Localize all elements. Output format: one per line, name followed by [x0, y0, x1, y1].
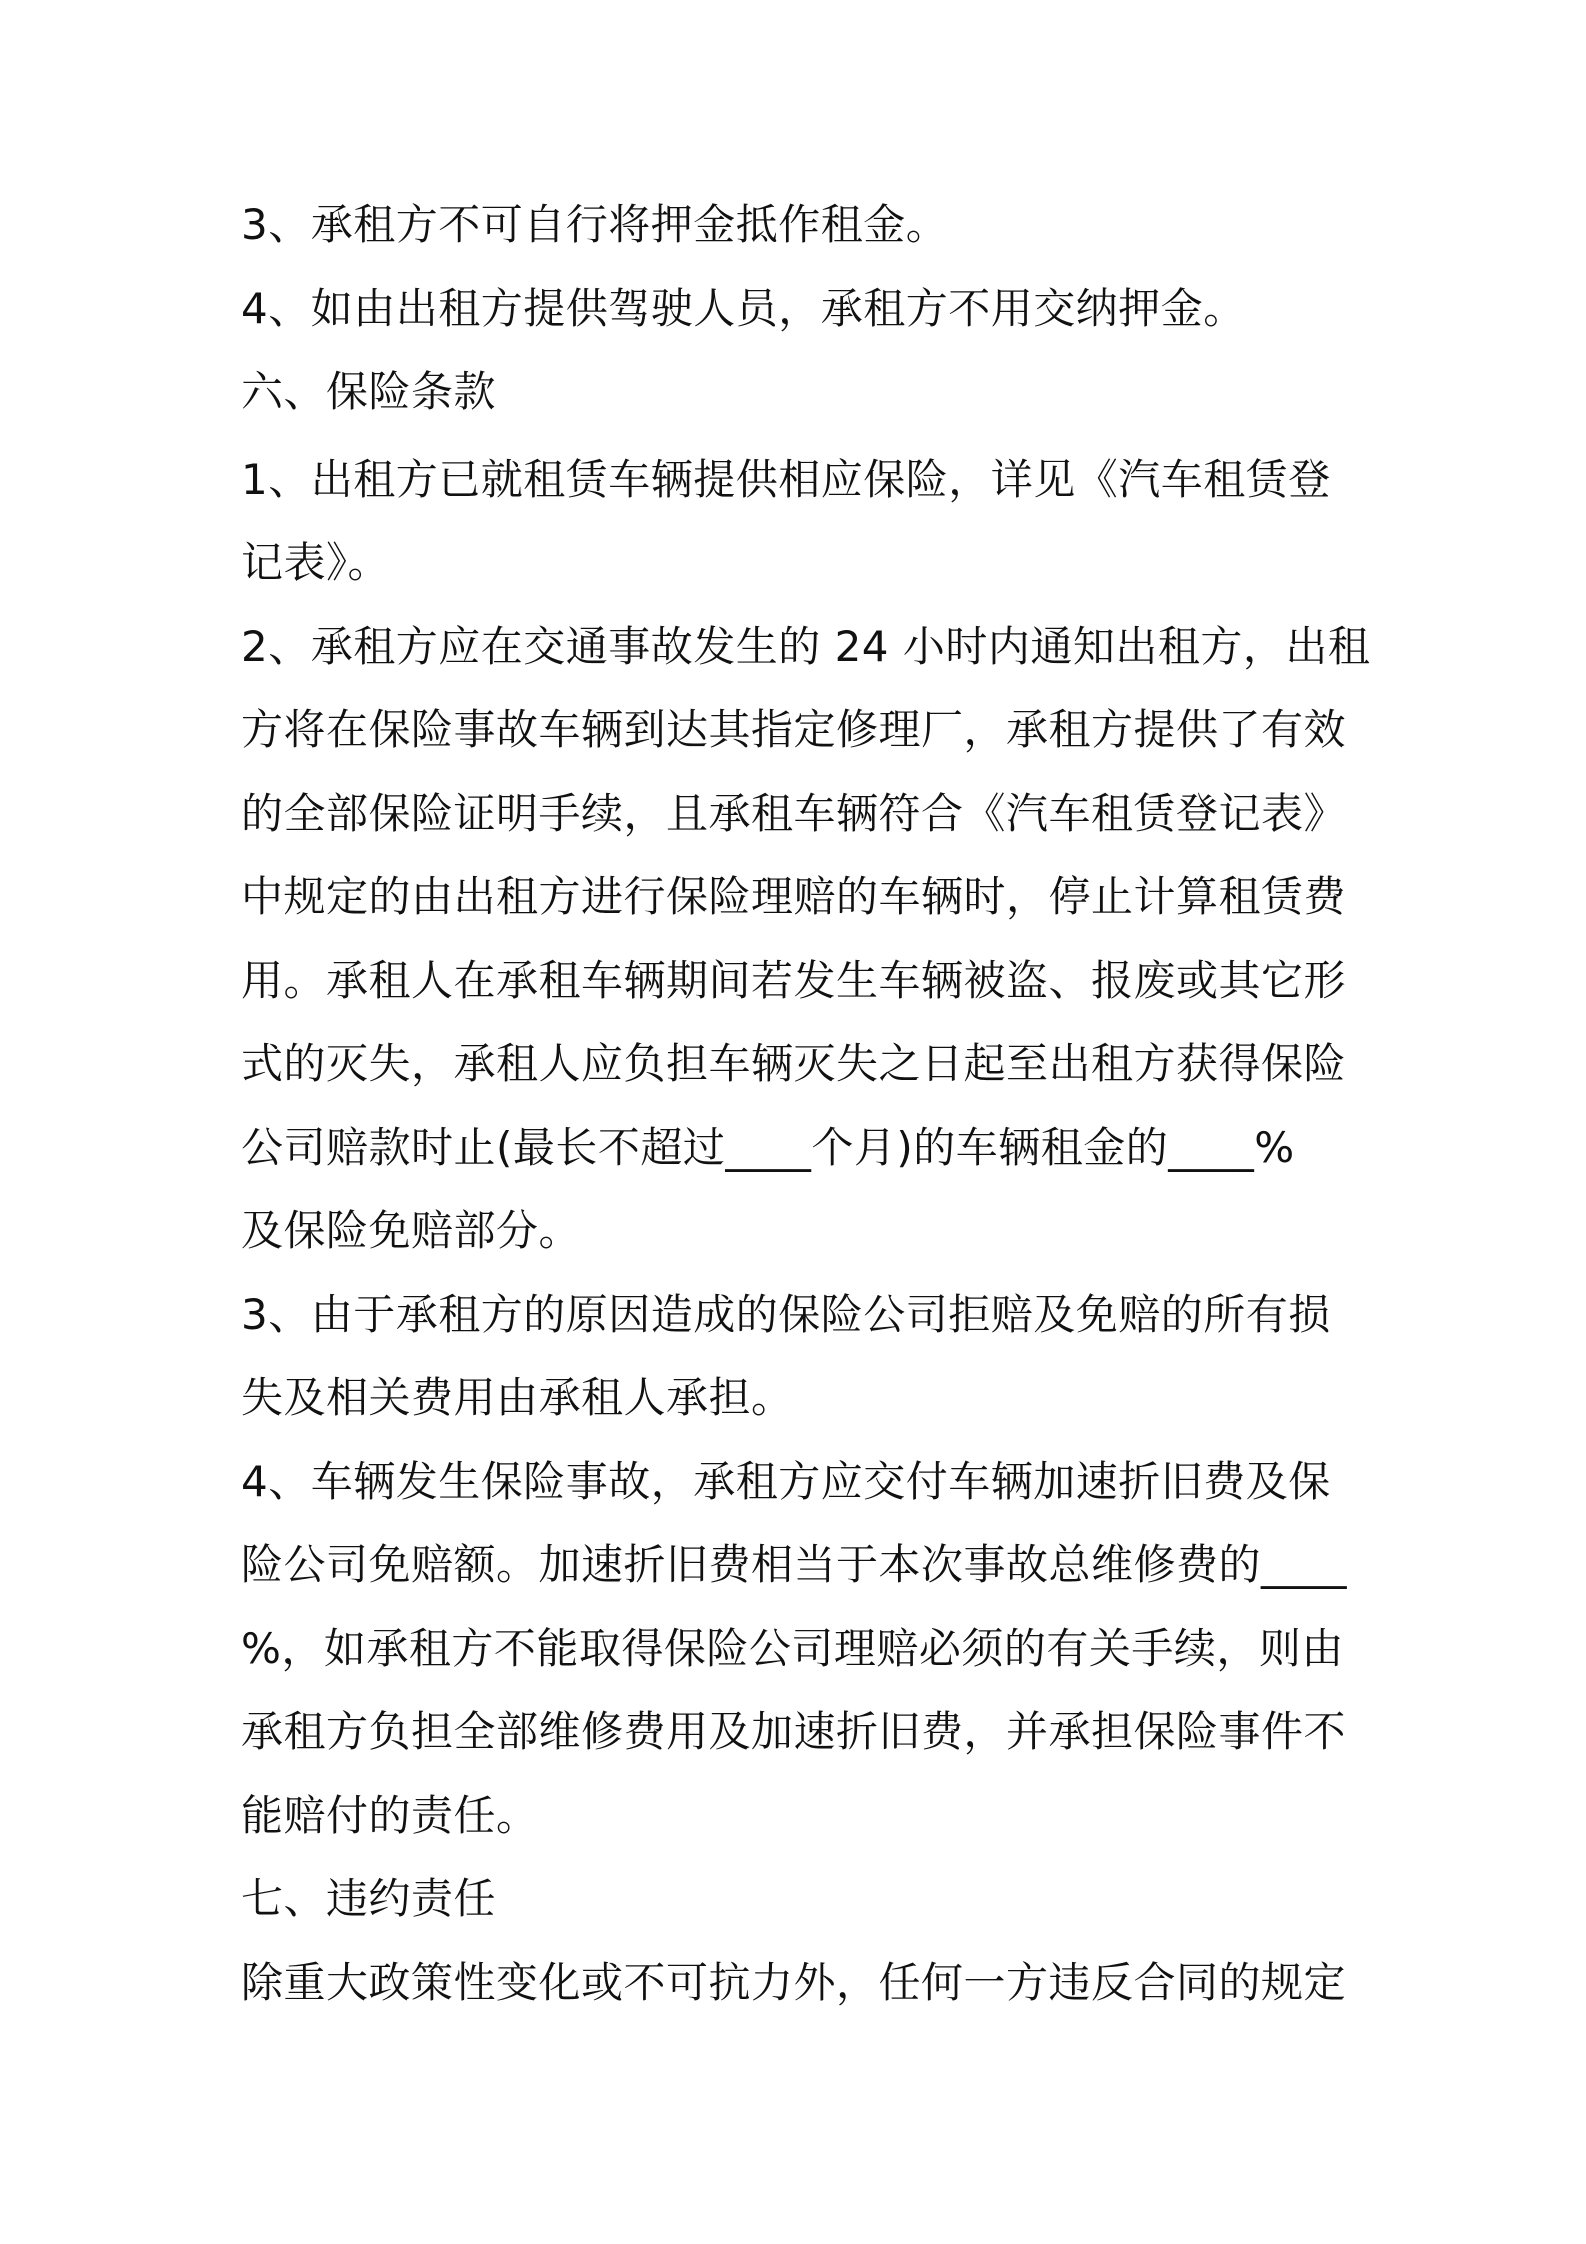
- text-line: 方将在保险事故车辆到达其指定修理厂，承租方提供了有效: [241, 705, 1347, 754]
- text-line: 式的灭失，承租人应负担车辆灭失之日起至出租方获得保险: [241, 1039, 1347, 1088]
- text-line: 除重大政策性变化或不可抗力外，任何一方违反合同的规定: [241, 1958, 1347, 2007]
- text-line: 公司赔款时止(最长不超过____个月)的车辆租金的____%: [241, 1123, 1295, 1172]
- text-line: 承租方负担全部维修费用及加速折旧费，并承担保险事件不: [241, 1707, 1347, 1756]
- section-heading: 七、违约责任: [241, 1874, 497, 1923]
- text-line: 能赔付的责任。: [241, 1791, 539, 1840]
- text-line: 4、如由出租方提供驾驶人员，承租方不用交纳押金。: [241, 284, 1246, 333]
- text-line: 记表》。: [241, 538, 391, 587]
- text-line: 3、承租方不可自行将押金抵作租金。: [241, 200, 949, 249]
- text-line: 2、承租方应在交通事故发生的 24 小时内通知出租方，出租: [241, 622, 1371, 671]
- text-line: %，如承租方不能取得保险公司理赔必须的有关手续，则由: [241, 1624, 1344, 1673]
- text-line: 中规定的由出租方进行保险理赔的车辆时，停止计算租赁费: [241, 872, 1347, 921]
- section-heading: 六、保险条款: [241, 367, 497, 416]
- text-line: 3、由于承租方的原因造成的保险公司拒赔及免赔的所有损: [241, 1290, 1331, 1339]
- text-line: 的全部保险证明手续，且承租车辆符合《汽车租赁登记表》: [241, 789, 1347, 838]
- text-line: 险公司免赔额。加速折旧费相当于本次事故总维修费的____: [241, 1540, 1348, 1589]
- text-line: 4、车辆发生保险事故，承租方应交付车辆加速折旧费及保: [241, 1457, 1331, 1506]
- text-line: 及保险免赔部分。: [241, 1206, 582, 1255]
- text-line: 用。承租人在承租车辆期间若发生车辆被盗、报废或其它形: [241, 956, 1347, 1005]
- text-line: 1、出租方已就租赁车辆提供相应保险，详见《汽车租赁登: [241, 455, 1331, 504]
- text-line: 失及相关费用由承租人承担。: [241, 1373, 794, 1422]
